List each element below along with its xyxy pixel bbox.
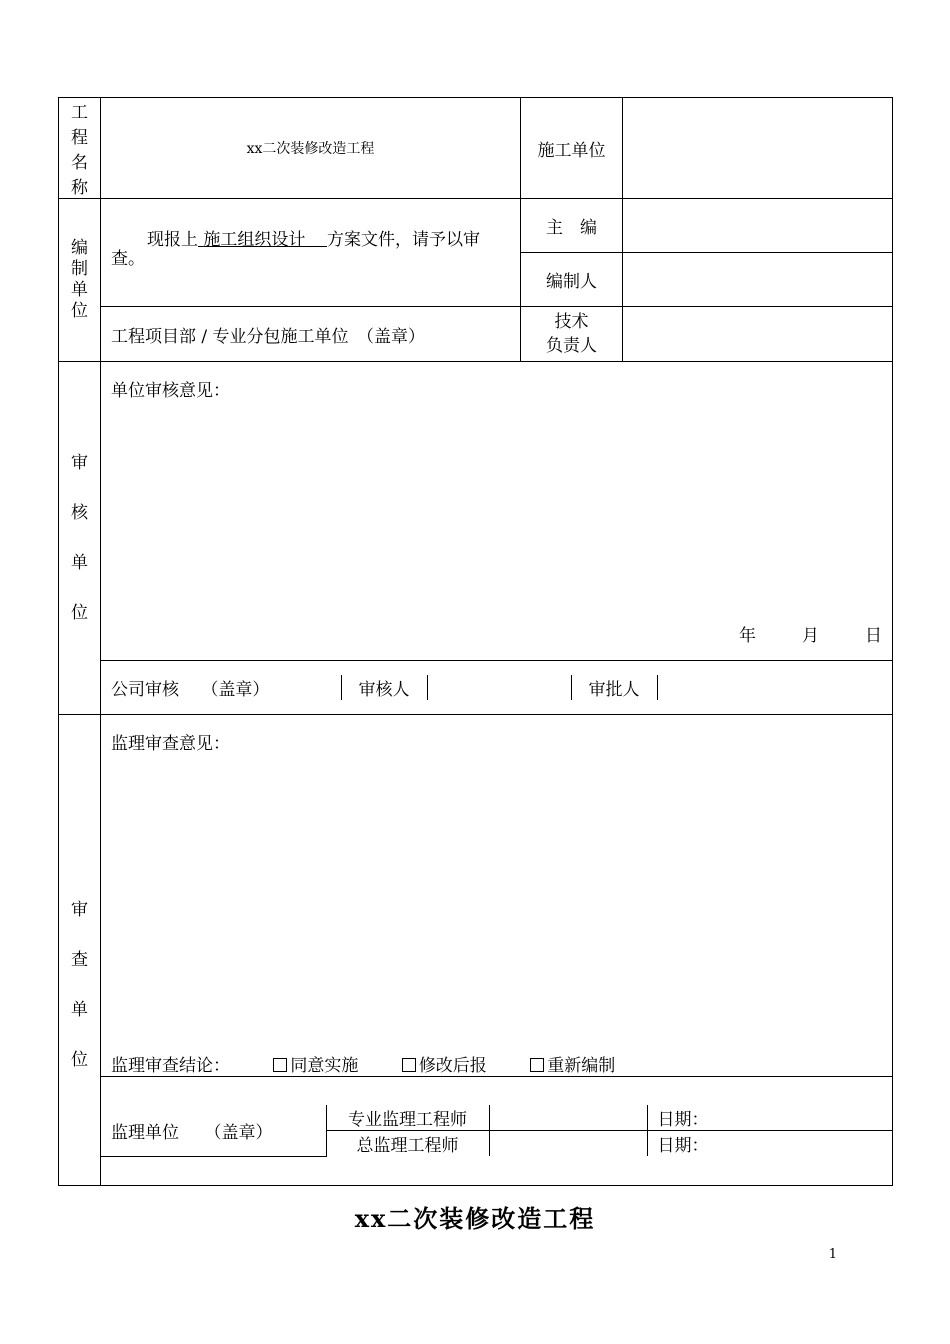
inspect-unit-label: 审 查 单 位: [59, 715, 101, 1186]
review-opinion-label: 单位审核意见：: [111, 381, 230, 401]
compiler-label: 编制人: [521, 253, 623, 307]
option-approve[interactable]: 同意实施: [273, 1056, 358, 1076]
supervision-opinion-area[interactable]: [101, 715, 893, 1077]
tech-lead-value[interactable]: [623, 307, 893, 362]
document-title: xx二次装修改造工程: [354, 1204, 596, 1233]
reviewer-label: 审核人: [341, 675, 427, 700]
approver-label: 审批人: [571, 675, 657, 700]
company-review-label: 公司审核 （盖章）: [101, 675, 341, 700]
compiler-value[interactable]: [623, 253, 893, 307]
compile-unit-label: 编 制 单 位: [59, 199, 101, 362]
option-revise[interactable]: 修改后报: [402, 1056, 487, 1076]
specialist-engineer-label: 专业监理工程师: [326, 1105, 489, 1131]
reviewer-value[interactable]: [427, 675, 571, 700]
supervision-opinion-label: 监理审查意见：: [111, 734, 230, 754]
review-unit-label: 审 核 单 位: [59, 362, 101, 715]
construction-unit-value[interactable]: [623, 98, 893, 199]
chief-editor-value[interactable]: [623, 199, 893, 253]
chief-date-label[interactable]: 日期：: [647, 1131, 892, 1157]
submission-text: 现报上 施工组织设计 方案文件，请予以审查。: [101, 199, 521, 307]
submission-doc: 施工组织设计: [203, 230, 306, 250]
approval-form-table: [58, 97, 893, 1186]
supervision-unit-label: 监理单位 （盖章）: [101, 1105, 326, 1156]
company-review-row: [101, 661, 893, 715]
approver-value[interactable]: [657, 675, 892, 700]
checkbox-icon: [273, 1058, 287, 1072]
project-dept-label: 工程项目部 / 专业分包施工单位 （盖章）: [101, 307, 521, 362]
supervision-sign-block: [101, 1077, 893, 1186]
checkbox-icon: [402, 1058, 416, 1072]
tech-lead-label: 技术 负责人: [521, 307, 623, 362]
chief-editor-label: 主 编: [521, 199, 623, 253]
specialist-engineer-value[interactable]: [489, 1105, 647, 1131]
checkbox-icon: [530, 1058, 544, 1072]
project-name-value: xx二次装修改造工程: [101, 98, 521, 199]
review-date: 年 月 日: [739, 626, 882, 646]
construction-unit-label: 施工单位: [521, 98, 623, 199]
project-name-label: 工程名称: [59, 98, 101, 199]
page-number: 1: [828, 1247, 837, 1262]
option-recompile[interactable]: 重新编制: [530, 1056, 615, 1076]
chief-engineer-label: 总监理工程师: [326, 1131, 489, 1157]
review-opinion-area[interactable]: [101, 362, 893, 661]
chief-engineer-value[interactable]: [489, 1131, 647, 1157]
supervision-conclusion: 监理审查结论： 同意实施 修改后报 重新编制: [111, 1056, 616, 1076]
specialist-date-label[interactable]: 日期：: [647, 1105, 892, 1131]
